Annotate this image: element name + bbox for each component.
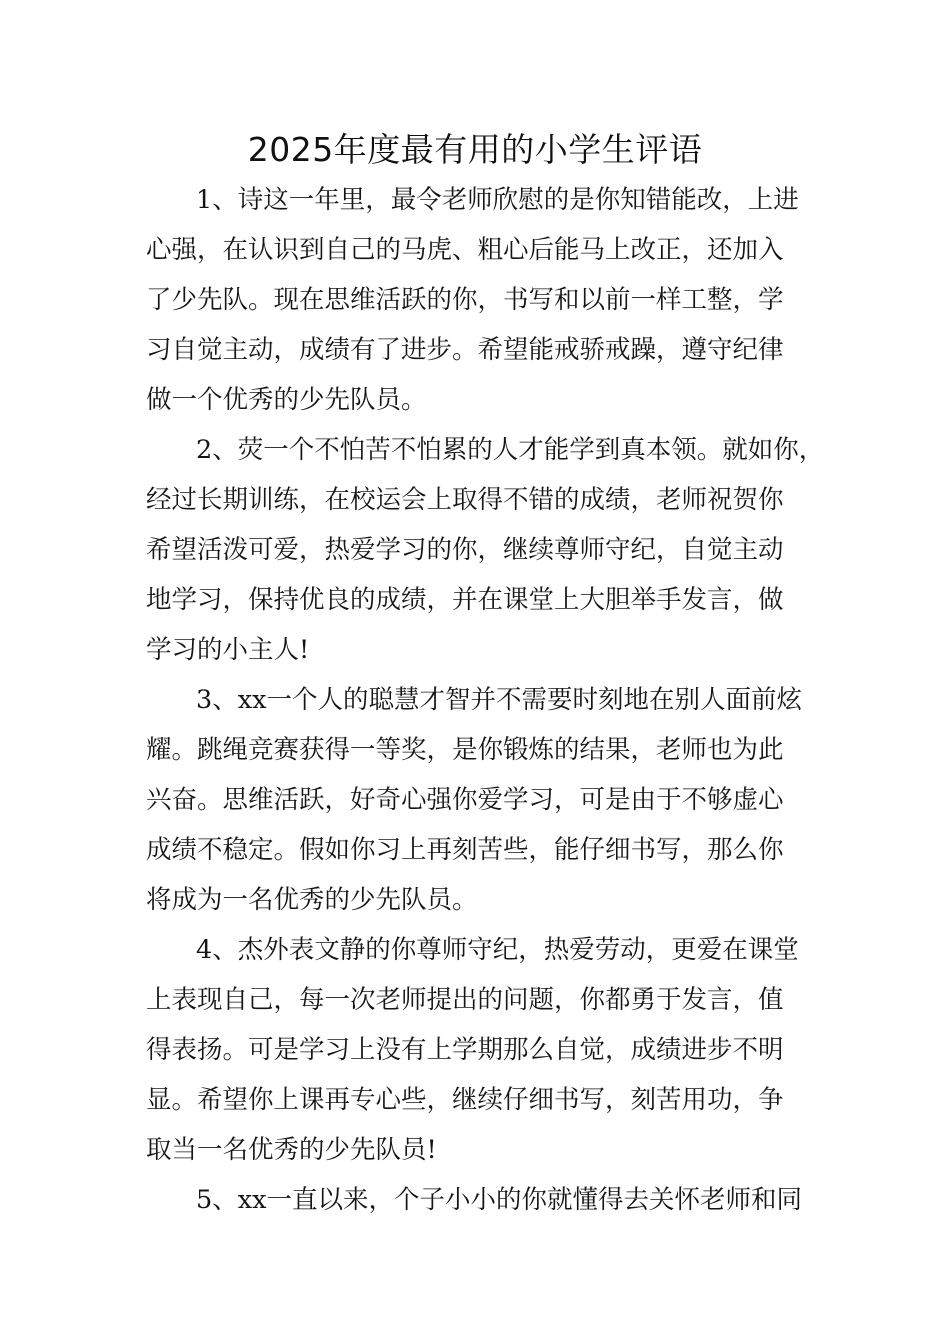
paragraph-line: 显。希望你上课再专心些，继续仔细书写，刻苦用功，争 — [146, 1085, 784, 1115]
paragraph-line: 心强，在认识到自己的马虎、粗心后能马上改正，还加入 — [146, 235, 784, 265]
paragraph-line: 兴奋。思维活跃，好奇心强你爱学习，可是由于不够虚心 — [146, 785, 784, 815]
paragraph-line: 成绩不稳定。假如你习上再刻苦些，能仔细书写，那么你 — [146, 835, 784, 865]
paragraph-line: 经过长期训练，在校运会上取得不错的成绩，老师祝贺你 — [146, 485, 784, 515]
paragraph-line: 了少先队。现在思维活跃的你，书写和以前一样工整，学 — [146, 285, 784, 315]
paragraph-line: 1、诗这一年里，最令老师欣慰的是你知错能改，上进 — [196, 185, 799, 215]
paragraph-line: 将成为一名优秀的少先队员。 — [146, 885, 478, 915]
paragraph-line: 2、荧一个不怕苦不怕累的人才能学到真本领。就如你， — [196, 435, 825, 465]
paragraph-line: 耀。跳绳竞赛获得一等奖，是你锻炼的结果，老师也为此 — [146, 735, 784, 765]
paragraph-line: 得表扬。可是学习上没有上学期那么自觉，成绩进步不明 — [146, 1035, 784, 1065]
paragraph-line: 习自觉主动，成绩有了进步。希望能戒骄戒躁，遵守纪律 — [146, 335, 784, 365]
paragraph-line: 希望活泼可爱，热爱学习的你，继续尊师守纪，自觉主动 — [146, 535, 784, 565]
paragraph-line: 做一个优秀的少先队员。 — [146, 385, 427, 415]
paragraph-line: 取当一名优秀的少先队员! — [146, 1135, 437, 1165]
document-title: 2025年度最有用的小学生评语 — [247, 130, 703, 169]
paragraph-line: 学习的小主人! — [146, 635, 310, 665]
paragraph-line: 3、xx一个人的聪慧才智并不需要时刻地在别人面前炫 — [196, 685, 802, 715]
paragraph-line: 地学习，保持优良的成绩，并在课堂上大胆举手发言，做 — [146, 585, 784, 615]
paragraph-line: 5、xx一直以来，个子小小的你就懂得去关怀老师和同 — [196, 1185, 802, 1215]
paragraph-line: 4、杰外表文静的你尊师守纪，热爱劳动，更爱在课堂 — [196, 935, 799, 965]
paragraph-line: 上表现自己，每一次老师提出的问题，你都勇于发言，值 — [146, 985, 784, 1015]
